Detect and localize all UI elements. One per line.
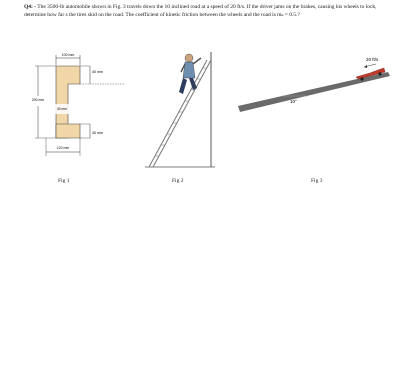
figure-2-caption: Fig 2: [172, 178, 184, 184]
dim-inner-label: 40 mm: [56, 107, 68, 111]
inclined-road: [238, 72, 390, 112]
question-text: [24, 3, 389, 19]
angle-label: 10°: [290, 99, 297, 104]
figure-3: [238, 52, 398, 127]
composite-shape-diagram: [28, 52, 138, 172]
l-shape-lower: [56, 124, 80, 138]
figure-3-caption: Fig 3: [311, 178, 323, 184]
question-body: The 3500-lb automobile shown in Fig. 3 travels down the 10 inclined road at a speed of 20 ft/s. If the driver jams on the brakes, causing his wheels to lock, determine how far s the tires skid on the road. The coefficient of kinetic friction between the wheels and the road is mₖ = 0.5.?: [24, 4, 377, 18]
figure-1-caption: Fig 1: [58, 178, 70, 184]
dim-top-label: 100 mm: [61, 53, 75, 57]
person-on-ladder: [179, 54, 201, 94]
incline-car-diagram: [238, 52, 398, 122]
figure-2: [145, 52, 230, 179]
figure-1: [28, 52, 138, 177]
dim-left-label: 200 mm: [31, 98, 45, 102]
dim-right-upper-label: 40 mm: [92, 70, 103, 74]
dim-right-lower-label: 40 mm: [92, 131, 103, 135]
speed-label: 20 ft/s: [366, 57, 379, 62]
ladder-rail-right: [153, 60, 211, 167]
ladder-diagram: [145, 52, 230, 174]
dim-bottom-label: 120 mm: [56, 146, 70, 150]
ladder-rail-left: [149, 60, 207, 167]
question-label: Q4: -: [24, 4, 37, 10]
